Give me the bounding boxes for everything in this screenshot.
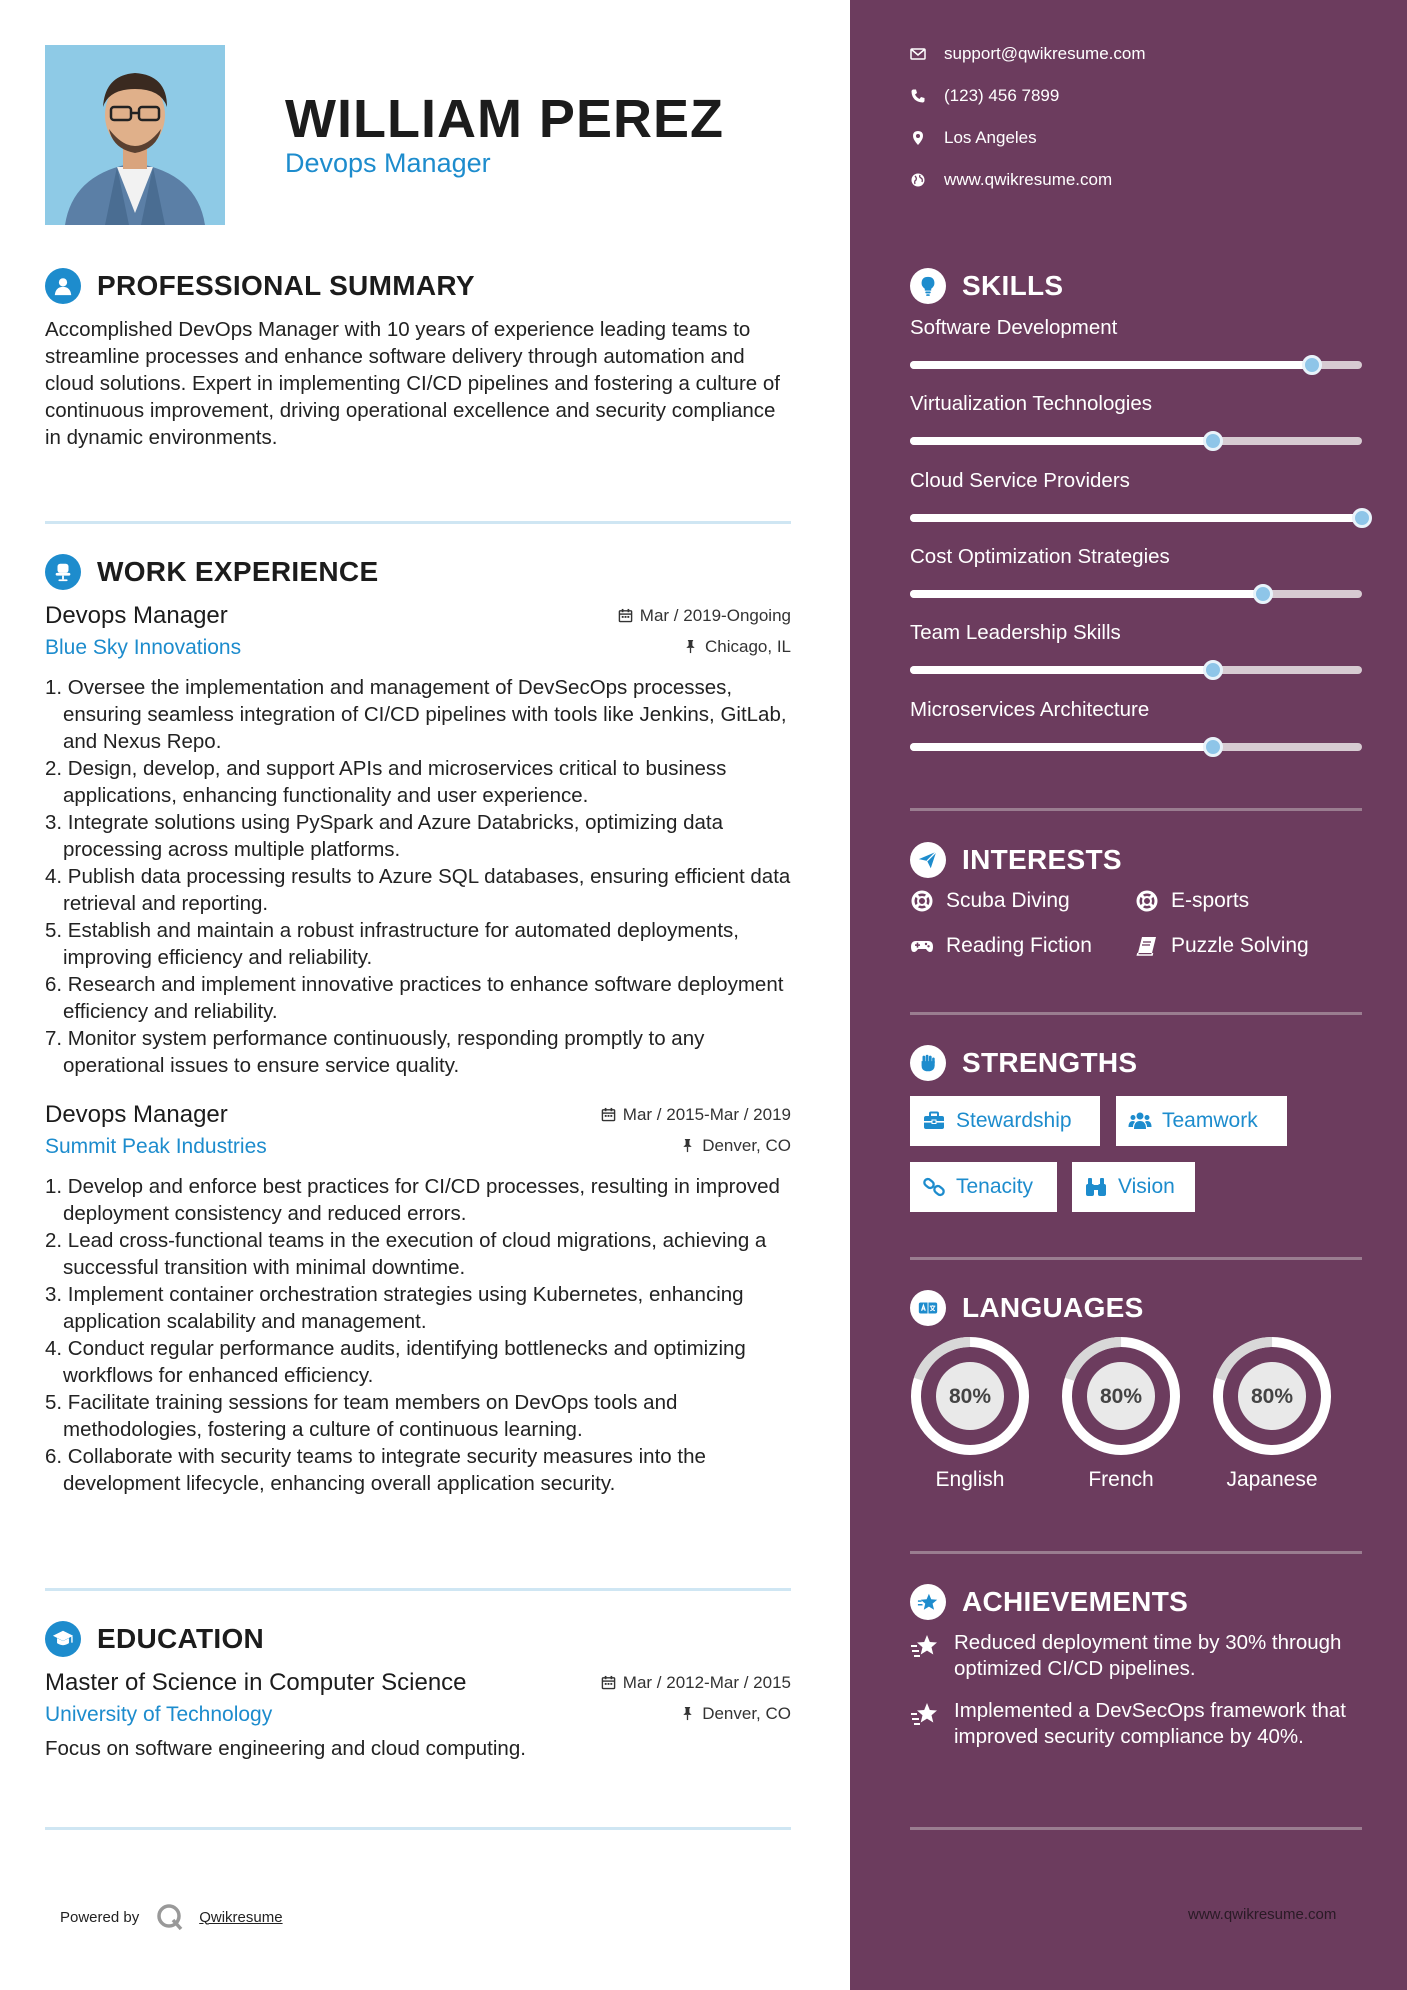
experience-section xyxy=(45,552,791,1497)
contact-location-text: Los Angeles xyxy=(944,128,1037,147)
calendar-icon xyxy=(618,608,633,623)
paper-plane-icon xyxy=(910,842,946,878)
strengths-title: STRENGTHS xyxy=(962,1047,1138,1078)
skill-bar-fill xyxy=(910,590,1263,598)
summary-section xyxy=(45,266,791,451)
interest-item xyxy=(910,889,1070,913)
sidebar-divider xyxy=(910,1257,1362,1260)
map-marker-icon xyxy=(910,130,926,146)
contact-website-text: www.qwikresume.com xyxy=(944,170,1113,189)
list-item: 3. Integrate solutions using PySpark and Azure Databricks, optimizing data processing across multiple platforms. xyxy=(45,811,724,861)
star-icon xyxy=(910,1584,946,1620)
language-percent: 80% xyxy=(1250,1385,1294,1408)
binoculars-icon xyxy=(1084,1175,1108,1199)
education-title: EDUCATION xyxy=(97,1623,265,1654)
life-ring-icon xyxy=(1135,889,1159,913)
section-divider xyxy=(45,1588,791,1591)
interests-title: INTERESTS xyxy=(962,844,1122,875)
pin-icon xyxy=(683,639,698,654)
education-entry xyxy=(45,1669,791,1762)
skill-bar-knob xyxy=(1203,737,1223,757)
skill-bar xyxy=(910,514,1362,522)
job-entry xyxy=(45,602,791,1079)
sidebar-divider xyxy=(910,1827,1362,1830)
skill-name: Team Leadership Skills xyxy=(910,621,1121,644)
job-dates xyxy=(618,606,791,626)
job-dates-text: Mar / 2015-Mar / 2019 xyxy=(622,1104,791,1124)
job-location-text: Denver, CO xyxy=(702,1135,791,1155)
skill-bar xyxy=(910,437,1362,445)
skill-bar-fill xyxy=(910,437,1213,445)
list-item: 5. Facilitate training sessions for team members on DevOps tools and methodologies, fostering a culture of continuous learning. xyxy=(45,1391,678,1441)
footer-url[interactable]: www.qwikresume.com xyxy=(1188,1906,1337,1923)
language-name: Japanese xyxy=(1226,1468,1318,1491)
contact-website[interactable] xyxy=(910,170,1112,190)
strength-label: Vision xyxy=(1118,1175,1175,1198)
sidebar-divider xyxy=(910,808,1362,811)
job-entry xyxy=(45,1101,791,1497)
interest-item xyxy=(910,934,1092,958)
contact-email-text: support@qwikresume.com xyxy=(944,44,1146,63)
envelope-icon xyxy=(910,46,926,62)
list-item: 2. Design, develop, and support APIs and microservices critical to business applications, enhancing functionality and user experience. xyxy=(45,757,727,807)
summary-text: Accomplished DevOps Manager with 10 years of experience leading teams to streamline processes and enhance software delivery through automation and cloud solutions. Expert in implementing CI/CD pipelines and fostering a culture of continuous improvement, driving operational excellence and security compliance in dynamic environments. xyxy=(45,318,780,449)
book-icon xyxy=(1135,934,1159,958)
globe-icon xyxy=(910,172,926,188)
pin-icon xyxy=(680,1706,695,1721)
section-divider xyxy=(45,521,791,524)
education-dates-text: Mar / 2012-Mar / 2015 xyxy=(622,1672,791,1692)
school-name: University of Technology xyxy=(45,1703,273,1726)
contact-phone[interactable] xyxy=(910,86,1059,106)
skill-bar-knob xyxy=(1203,431,1223,451)
skill-bar xyxy=(910,590,1362,598)
language-name: English xyxy=(935,1468,1005,1491)
calendar-icon xyxy=(601,1107,616,1122)
list-item: 7. Monitor system performance continuously, responding promptly to any operational issues to ensure service quality. xyxy=(45,1027,705,1077)
list-item: 1. Oversee the implementation and management of DevSecOps processes, ensuring seamless integration of CI/CD pipelines with tools like Jenkins, GitLab, and Nexus Repo. xyxy=(45,676,787,753)
skill-bar xyxy=(910,743,1362,751)
skill-name: Virtualization Technologies xyxy=(910,392,1152,415)
experience-title: WORK EXPERIENCE xyxy=(97,556,379,587)
education-location xyxy=(680,1704,791,1724)
achievements-header xyxy=(910,1582,1188,1622)
interest-label: Scuba Diving xyxy=(946,889,1070,912)
interest-label: E-sports xyxy=(1171,889,1250,912)
qwikresume-link[interactable]: Qwikresume xyxy=(199,1908,283,1926)
translate-icon xyxy=(910,1290,946,1326)
strength-label: Tenacity xyxy=(956,1175,1034,1198)
language-percent: 80% xyxy=(948,1385,992,1408)
shooting-star-icon xyxy=(910,1700,940,1730)
profile-photo xyxy=(45,45,225,225)
strength-label: Stewardship xyxy=(956,1109,1072,1132)
achievements-title: ACHIEVEMENTS xyxy=(962,1586,1189,1617)
graduation-cap-icon xyxy=(45,1621,81,1657)
company-name: Summit Peak Industries xyxy=(45,1135,267,1158)
skill-bar-fill xyxy=(910,666,1213,674)
language-item xyxy=(1212,1336,1332,1492)
education-description: Focus on software engineering and cloud computing. xyxy=(45,1737,526,1760)
user-icon xyxy=(45,268,81,304)
contact-location xyxy=(910,128,1037,148)
job-title: Devops Manager xyxy=(45,1101,228,1128)
achievement-item xyxy=(910,1698,1370,1750)
phone-icon xyxy=(910,88,926,104)
skill-name: Cost Optimization Strategies xyxy=(910,545,1170,568)
sidebar-divider xyxy=(910,1012,1362,1015)
list-item: 6. Collaborate with security teams to integrate security measures into the development lifecycle, enhancing overall application security. xyxy=(45,1445,706,1495)
briefcase-chair-icon xyxy=(45,554,81,590)
skill-bar-knob xyxy=(1253,584,1273,604)
experience-header xyxy=(45,552,791,592)
contact-phone-text: (123) 456 7899 xyxy=(944,86,1060,105)
strength-badge xyxy=(910,1096,1100,1146)
skill-bar xyxy=(910,666,1362,674)
skill-bar-knob xyxy=(1302,355,1322,375)
candidate-role: Devops Manager xyxy=(285,148,491,178)
lightbulb-icon xyxy=(910,268,946,304)
calendar-icon xyxy=(601,1675,616,1690)
language-item xyxy=(1061,1336,1181,1492)
interest-label: Reading Fiction xyxy=(946,934,1092,957)
job-title: Devops Manager xyxy=(45,602,228,629)
life-ring-icon xyxy=(910,889,934,913)
strength-badge xyxy=(910,1162,1057,1212)
degree-title: Master of Science in Computer Science xyxy=(45,1669,467,1696)
list-item: 5. Establish and maintain a robust infrastructure for automated deployments, improving efficiency and reliability. xyxy=(45,919,739,969)
skills-header xyxy=(910,266,1063,306)
education-header xyxy=(45,1619,791,1659)
language-ring xyxy=(1212,1336,1332,1456)
languages-header xyxy=(910,1288,1144,1328)
achievement-item xyxy=(910,1630,1370,1682)
achievement-text: Reduced deployment time by 30% through optimized CI/CD pipelines. xyxy=(954,1631,1342,1680)
interest-item xyxy=(1135,889,1249,913)
skill-name: Software Development xyxy=(910,316,1118,339)
strength-badge xyxy=(1072,1162,1195,1212)
summary-title: PROFESSIONAL SUMMARY xyxy=(97,270,475,301)
language-ring xyxy=(910,1336,1030,1456)
skill-name: Cloud Service Providers xyxy=(910,469,1130,492)
users-icon xyxy=(1128,1109,1152,1133)
strengths-header xyxy=(910,1043,1137,1083)
language-ring xyxy=(1061,1336,1181,1456)
job-dates xyxy=(601,1105,791,1125)
list-item: 2. Lead cross-functional teams in the execution of cloud migrations, achieving a successful transition with minimal downtime. xyxy=(45,1229,767,1279)
pin-icon xyxy=(680,1138,695,1153)
language-item xyxy=(910,1336,1030,1492)
skill-bar-knob xyxy=(1352,508,1372,528)
briefcase-icon xyxy=(922,1109,946,1133)
list-item: 1. Develop and enforce best practices for CI/CD processes, resulting in improved deployment consistency and reduced errors. xyxy=(45,1175,780,1225)
summary-header xyxy=(45,266,791,306)
company-name: Blue Sky Innovations xyxy=(45,636,242,659)
education-dates xyxy=(601,1673,791,1693)
contact-email[interactable] xyxy=(910,44,1146,64)
strength-label: Teamwork xyxy=(1162,1109,1258,1132)
job-location xyxy=(683,637,791,657)
skill-bar xyxy=(910,361,1362,369)
skills-title: SKILLS xyxy=(962,270,1064,301)
skill-bar-fill xyxy=(910,514,1362,522)
skill-bar-knob xyxy=(1203,660,1223,680)
shooting-star-icon xyxy=(910,1632,940,1662)
candidate-name: WILLIAM PEREZ xyxy=(285,89,724,149)
job-location xyxy=(680,1136,791,1156)
link-icon xyxy=(922,1175,946,1199)
job-location-text: Chicago, IL xyxy=(705,636,791,656)
job-dates-text: Mar / 2019-Ongoing xyxy=(639,605,791,625)
interests-header xyxy=(910,840,1122,880)
powered-by-label: Powered by xyxy=(60,1908,140,1926)
strength-badge xyxy=(1116,1096,1287,1146)
fist-icon xyxy=(910,1045,946,1081)
language-name: French xyxy=(1088,1468,1154,1491)
gamepad-icon xyxy=(910,934,934,958)
languages-title: LANGUAGES xyxy=(962,1292,1144,1323)
list-item: 4. Conduct regular performance audits, identifying bottlenecks and optimizing workflows for enhanced efficiency. xyxy=(45,1337,746,1387)
skill-bar-fill xyxy=(910,743,1213,751)
job-duties xyxy=(45,1173,791,1497)
skill-bar-fill xyxy=(910,361,1312,369)
section-divider xyxy=(45,1827,791,1830)
qwikresume-logo-icon xyxy=(155,1902,185,1932)
sidebar-divider xyxy=(910,1551,1362,1554)
interest-item xyxy=(1135,934,1309,958)
education-section xyxy=(45,1619,791,1762)
powered-by xyxy=(60,1902,283,1932)
achievement-text: Implemented a DevSecOps framework that improved security compliance by 40%. xyxy=(954,1699,1346,1748)
list-item: 4. Publish data processing results to Azure SQL databases, ensuring efficient data retrieval and reporting. xyxy=(45,865,791,915)
interest-label: Puzzle Solving xyxy=(1171,934,1309,957)
skill-name: Microservices Architecture xyxy=(910,698,1150,721)
sidebar xyxy=(850,0,1407,1990)
education-location-text: Denver, CO xyxy=(702,1703,791,1723)
job-duties xyxy=(45,674,791,1079)
language-percent: 80% xyxy=(1099,1385,1143,1408)
list-item: 6. Research and implement innovative practices to enhance software deployment efficiency and reliability. xyxy=(45,973,784,1023)
list-item: 3. Implement container orchestration strategies using Kubernetes, enhancing application scalability and management. xyxy=(45,1283,744,1333)
